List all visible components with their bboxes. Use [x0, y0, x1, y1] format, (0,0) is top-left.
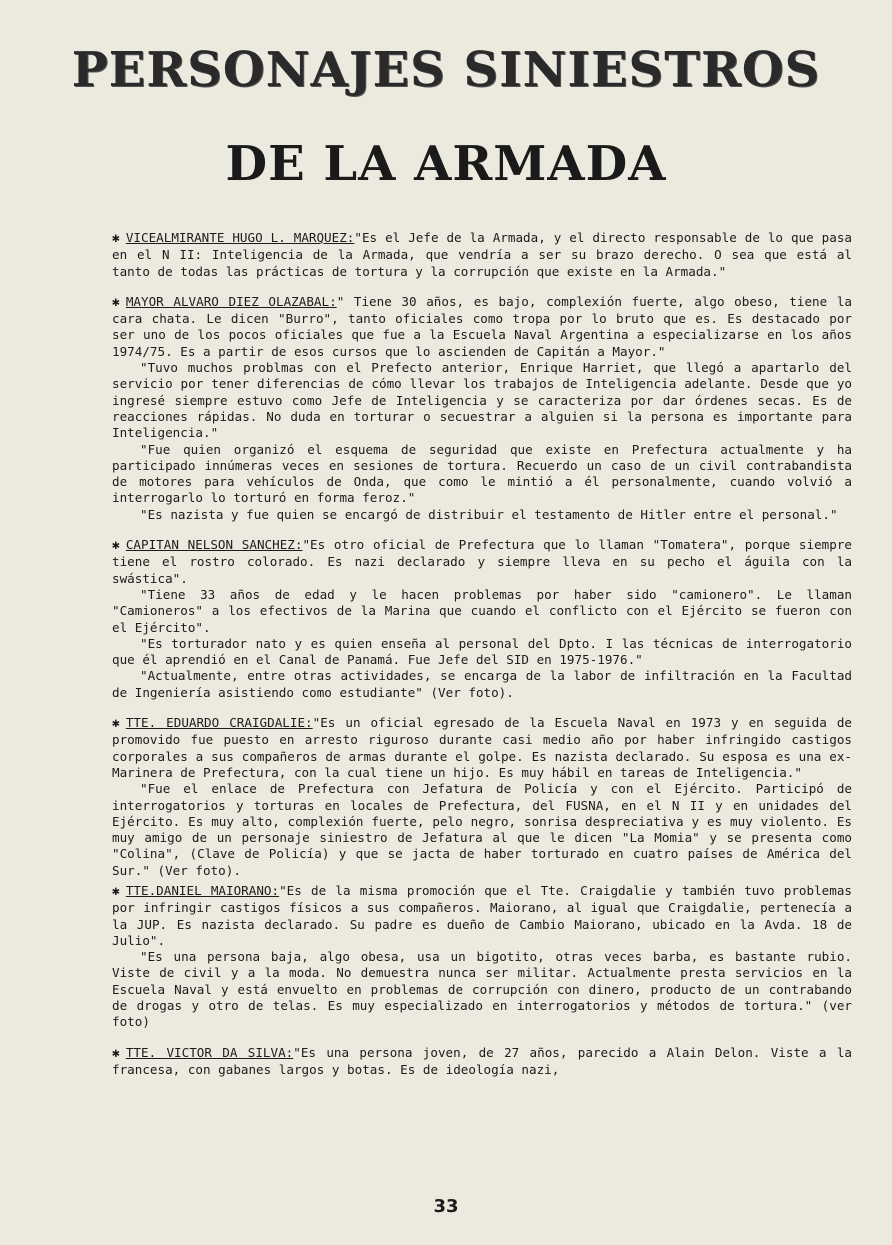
person-name: CAPITAN NELSON SANCHEZ: — [125, 537, 303, 553]
entry-craigdalie — [112, 715, 852, 879]
entry-da-silva — [112, 1045, 852, 1079]
bullet-icon: ✱ — [112, 883, 120, 899]
title-line-2: DE LA ARMADA — [225, 136, 667, 192]
entry-maiorano — [112, 883, 852, 1031]
person-name: TTE. EDUARDO CRAIGDALIE: — [125, 715, 313, 731]
bullet-icon: ✱ — [112, 231, 120, 246]
person-name: MAYOR ALVARO DIEZ OLAZABAL: — [125, 293, 337, 309]
entry-diez-olazabal — [112, 294, 852, 523]
entry-paragraph: "Tiene 33 años de edad y le hacen problemas por haber sido "camionero". Le llaman "Camioneros" a los efectivos de la Marina que cuando el conflicto con el Ejército se fueron con el Ejército". — [112, 586, 852, 635]
person-name: VICEALMIRANTE HUGO L. MARQUEZ: — [125, 230, 355, 245]
entry-paragraph: "Es nazista y fue quien se encargó de distribuir el testamento de Hitler entre el personal." — [140, 506, 838, 522]
entry-paragraph: "Fue quien organizó el esquema de seguridad que existe en Prefectura actualmente y ha participado innúmeras veces en sesiones de tortura. Recuerdo un caso de un civil contrabandista de motores para vehículos de Onda, que como le mintió a él personalmente, cuando volvió a interrogarlo lo torturó en forma feroz." — [112, 441, 852, 506]
entry-paragraph: "Fue el enlace de Prefectura con Jefatura de Policía y con el Ejército. Participó de interrogatorios y torturas en locales de Prefectura, del FUSNA, en el N II y en unidades del Ejército. Es muy alto, complexión fuerte, pelo negro, sonrisa despreciativa y es muy violento. Es muy amigo de un personaje siniestro de Jefatura al que le dicen "La Momia" y se presenta como "Colina", (Clave de Policía) y que se jacta de haber torturado en cuatro países de América del Sur." (Ver foto). — [112, 781, 852, 878]
entry-paragraph — [112, 294, 852, 360]
bullet-icon: ✱ — [112, 716, 120, 732]
entry-paragraph: "Es una persona baja, algo obesa, usa un bigotito, otras veces barba, es bastante rubio. Viste de civil y a la moda. No demuestra nunca ser militar. Actualmente presta servicios en la Escuela Naval y está envuelto en problemas de corrupción con dinero, producto de un contrabando de drogas y otro de telas. Es muy especializado en interrogatorios y métodos de tortura." (ver foto) — [112, 949, 852, 1030]
title-line-1: PERSONAJES SINIESTROS — [71, 42, 821, 98]
entry-text: "Es de la misma promoción que el Tte. Craigdalie y también tuvo problemas por infringir castigos físicos a sus compañeros. Maiorano, al igual que Craigdalie, pertenecía a la JUP. Es nazista declarado. Su padre es dueño de Cambio Maiorano, ubicado en la Avda. 18 de Julio". — [112, 882, 852, 948]
person-name: TTE. VICTOR DA SILVA: — [125, 1044, 294, 1060]
bullet-icon: ✱ — [112, 538, 120, 554]
entry-paragraph: "Actualmente, entre otras actividades, se encarga de la labor de infiltración en la Facultad de Ingeniería asistiendo como estudiante" (Ver foto). — [112, 668, 852, 700]
entry-text: "Es el Jefe de la Armada, y el directo responsable de lo que pasa en el N II: Inteligencia de la Armada, que vendría a ser su brazo derecho. O sea que está al tanto de todas las prácticas de tortura y la corrupción que existe en la Armada." — [112, 230, 852, 279]
entry-paragraph — [112, 715, 852, 781]
page-number: 33 — [433, 1196, 459, 1217]
entry-paragraph — [112, 537, 852, 587]
entry-text: "Es otro oficial de Prefectura que lo llaman "Tomatera", porque siempre tiene el rostro colorado. Es nazi declarado y siempre lleva en su pecho el águila con la swástica". — [112, 537, 853, 586]
entry-paragraph: "Es torturador nato y es quien enseña al personal del Dpto. I las técnicas de interrogatorio que él aprendió en el Canal de Panamá. Fue Jefe del SID en 1975-1976." — [112, 635, 852, 668]
entry-text: "Es una persona joven, de 27 años, parecido a Alain Delon. Viste a la francesa, con gabanes largos y botas. Es de ideología nazi, — [112, 1044, 852, 1077]
entry-paragraph — [112, 230, 852, 280]
entry-paragraph — [112, 1045, 852, 1079]
entry-paragraph: "Tuvo muchos problmas con el Prefecto anterior, Enrique Harriet, que llegó a apartarlo del servicio por tener diferencias de cómo llevar los trabajos de Inteligencia adelante. Desde que yo ingresé siempre estuvo como Jefe de Inteligencia y se caracteriza por dar órdenes secas. Es de reacciones rápidas. No duda en torturar o secuestrar a alguien si la persona es importante para Inteligencia." — [112, 360, 852, 441]
entry-paragraph — [112, 883, 852, 949]
entry-marquez — [112, 230, 852, 280]
person-name: TTE.DANIEL MAIORANO: — [125, 882, 280, 898]
entry-sanchez — [112, 537, 852, 701]
bullet-icon: ✱ — [112, 294, 120, 310]
article-body — [112, 230, 852, 1092]
entry-text: "Es un oficial egresado de la Escuela Naval en 1973 y en seguida de promovido fue puesto en arresto riguroso durante casi medio año por haber infringido castigos corporales a sus compañeros de armas durante el golpe. Es nazista declarado. Su esposa es una ex-Marinera de Prefectura, con la cual tiene un hijo. Es muy hábil en tareas de Inteligencia." — [112, 715, 852, 780]
bullet-icon: ✱ — [112, 1045, 120, 1061]
entry-text: " Tiene 30 años, es bajo, complexión fuerte, algo obeso, tiene la cara chata. Le dicen "Burro", tanto oficiales como tropa por lo bruto que es. Es destacado por ser uno de los pocos oficiales que fue a la Escuela Naval Argentina a especializarse en los años 1974/75. Es a partir de esos cursos que lo ascienden de Capitán a Mayor." — [112, 293, 853, 359]
